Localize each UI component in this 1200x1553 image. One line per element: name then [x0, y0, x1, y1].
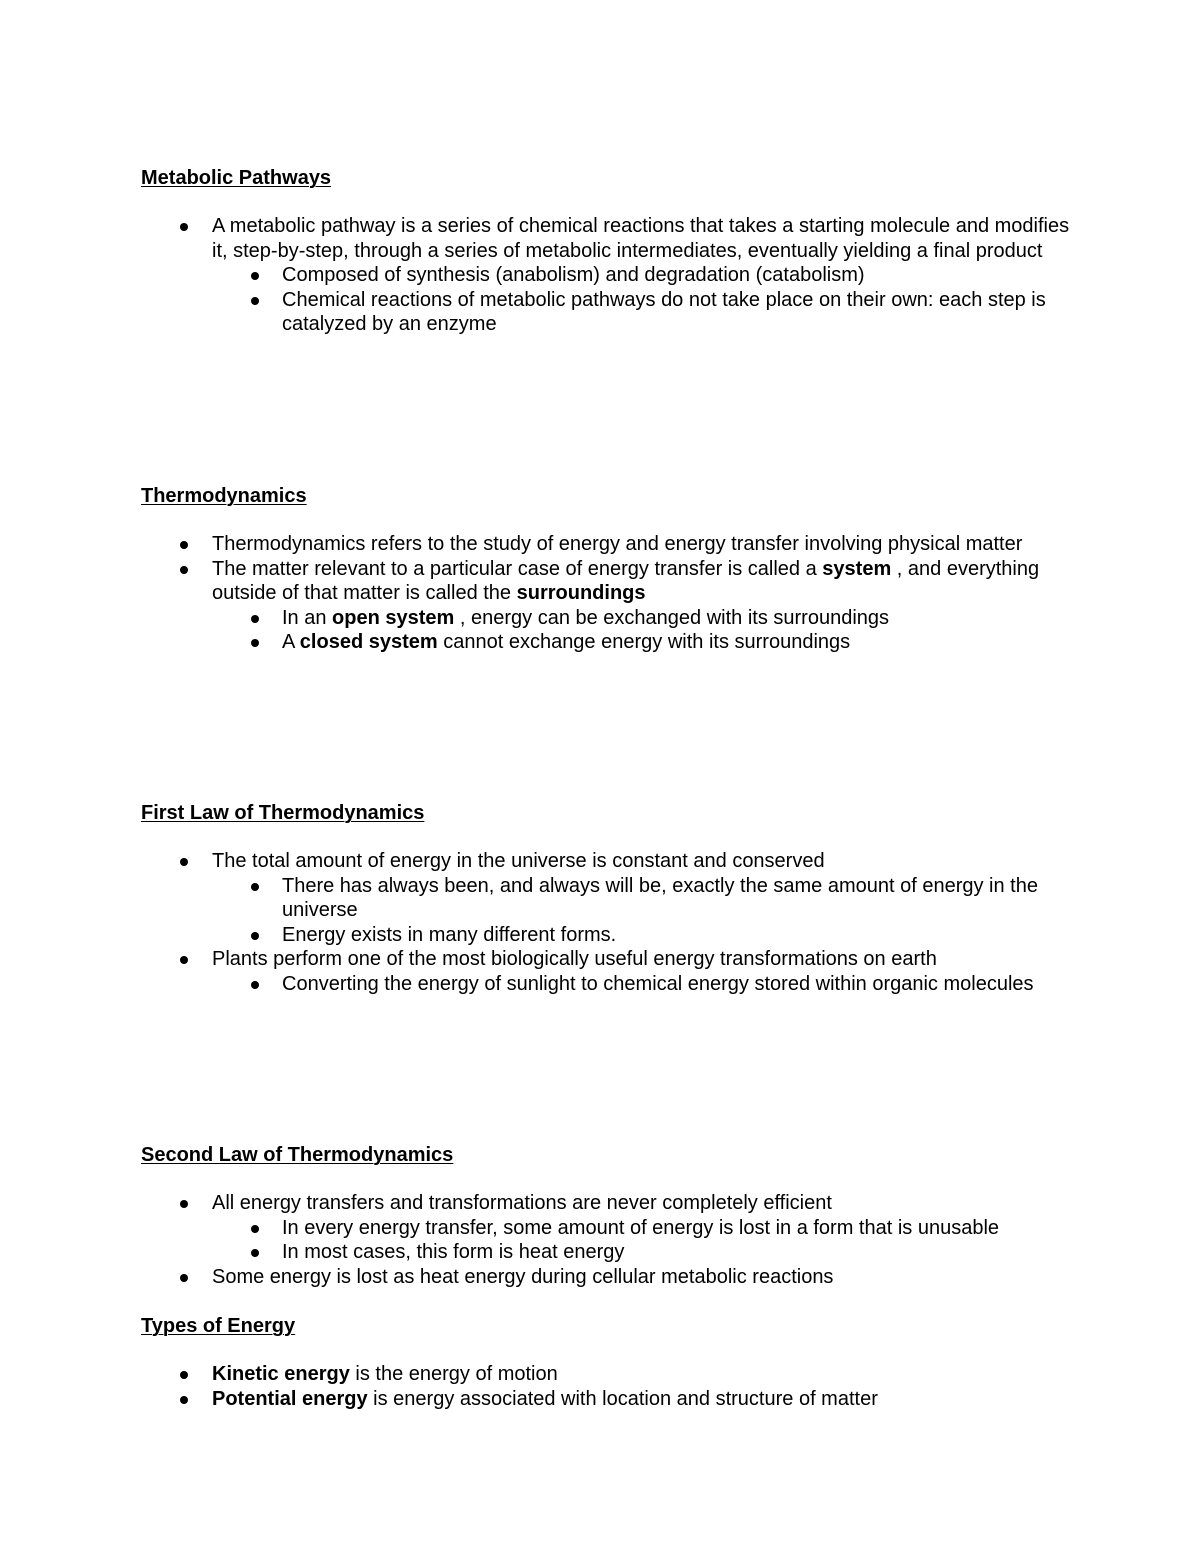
item-text: cannot exchange energy with its surroundings: [437, 631, 851, 654]
list-item: In most cases, this form is heat energy: [141, 1240, 1071, 1265]
bullet-list: [141, 1191, 1071, 1289]
list-item: Some energy is lost as heat energy during cellular metabolic reactions: [141, 1265, 1071, 1290]
list-item: [141, 1362, 1071, 1387]
list-item: All energy transfers and transformations are never completely efficient: [141, 1191, 1071, 1216]
list-item: There has always been, and always will be, exactly the same amount of energy in the universe: [141, 874, 1071, 923]
section-heading: Thermodynamics: [141, 485, 307, 507]
item-text: In an: [282, 606, 333, 629]
bullet-list: [141, 1362, 1071, 1411]
list-item: [141, 606, 1071, 631]
term-closed-system: closed system: [299, 631, 438, 654]
term-surroundings: surroundings: [516, 582, 646, 605]
bullet-list: [141, 849, 1071, 997]
list-item: A metabolic pathway is a series of chemical reactions that takes a starting molecule and modifies it, step-by-step, through a series of metabolic intermediates, eventually yielding a final product: [141, 214, 1071, 263]
list-item: [141, 1387, 1071, 1412]
term-open-system: open system: [332, 606, 455, 629]
list-item: Composed of synthesis (anabolism) and degradation (catabolism): [141, 263, 1071, 288]
bullet-list: [141, 214, 1071, 337]
section-heading: Second Law of Thermodynamics: [141, 1144, 454, 1166]
section-types-of-energy: [141, 1314, 1071, 1411]
list-item: Energy exists in many different forms.: [141, 923, 1071, 948]
list-item: In every energy transfer, some amount of energy is lost in a form that is unusable: [141, 1216, 1071, 1241]
item-text: The matter relevant to a particular case of energy transfer is called a: [212, 557, 823, 580]
item-text: is energy associated with location and structure of matter: [367, 1387, 878, 1410]
section-heading: Types of Energy: [141, 1315, 296, 1337]
section-heading: Metabolic Pathways: [141, 167, 332, 189]
list-item: [141, 557, 1071, 606]
item-text: is the energy of motion: [349, 1363, 558, 1385]
term-kinetic-energy: Kinetic energy: [212, 1363, 350, 1385]
list-item: Thermodynamics refers to the study of energy and energy transfer involving physical matter: [141, 532, 1071, 557]
bullet-list: [141, 532, 1071, 655]
term-potential-energy: Potential energy: [212, 1387, 368, 1410]
list-item: Chemical reactions of metabolic pathways do not take place on their own: each step is catalyzed by an enzyme: [141, 288, 1071, 337]
term-system: system: [822, 557, 892, 580]
section-first-law: [141, 801, 1071, 997]
item-text: A: [282, 631, 300, 654]
section-heading: First Law of Thermodynamics: [141, 802, 425, 824]
section-metabolic-pathways: [141, 166, 1071, 337]
list-item: The total amount of energy in the universe is constant and conserved: [141, 849, 1071, 874]
list-item: Plants perform one of the most biologically useful energy transformations on earth: [141, 947, 1071, 972]
list-item: [141, 630, 1071, 655]
item-text: , energy can be exchanged with its surroundings: [454, 606, 890, 629]
section-thermodynamics: [141, 484, 1071, 655]
item-text: , and everything outside of that matter is called the: [212, 557, 1040, 605]
list-item: Converting the energy of sunlight to chemical energy stored within organic molecules: [141, 972, 1071, 997]
section-second-law: [141, 1143, 1071, 1289]
